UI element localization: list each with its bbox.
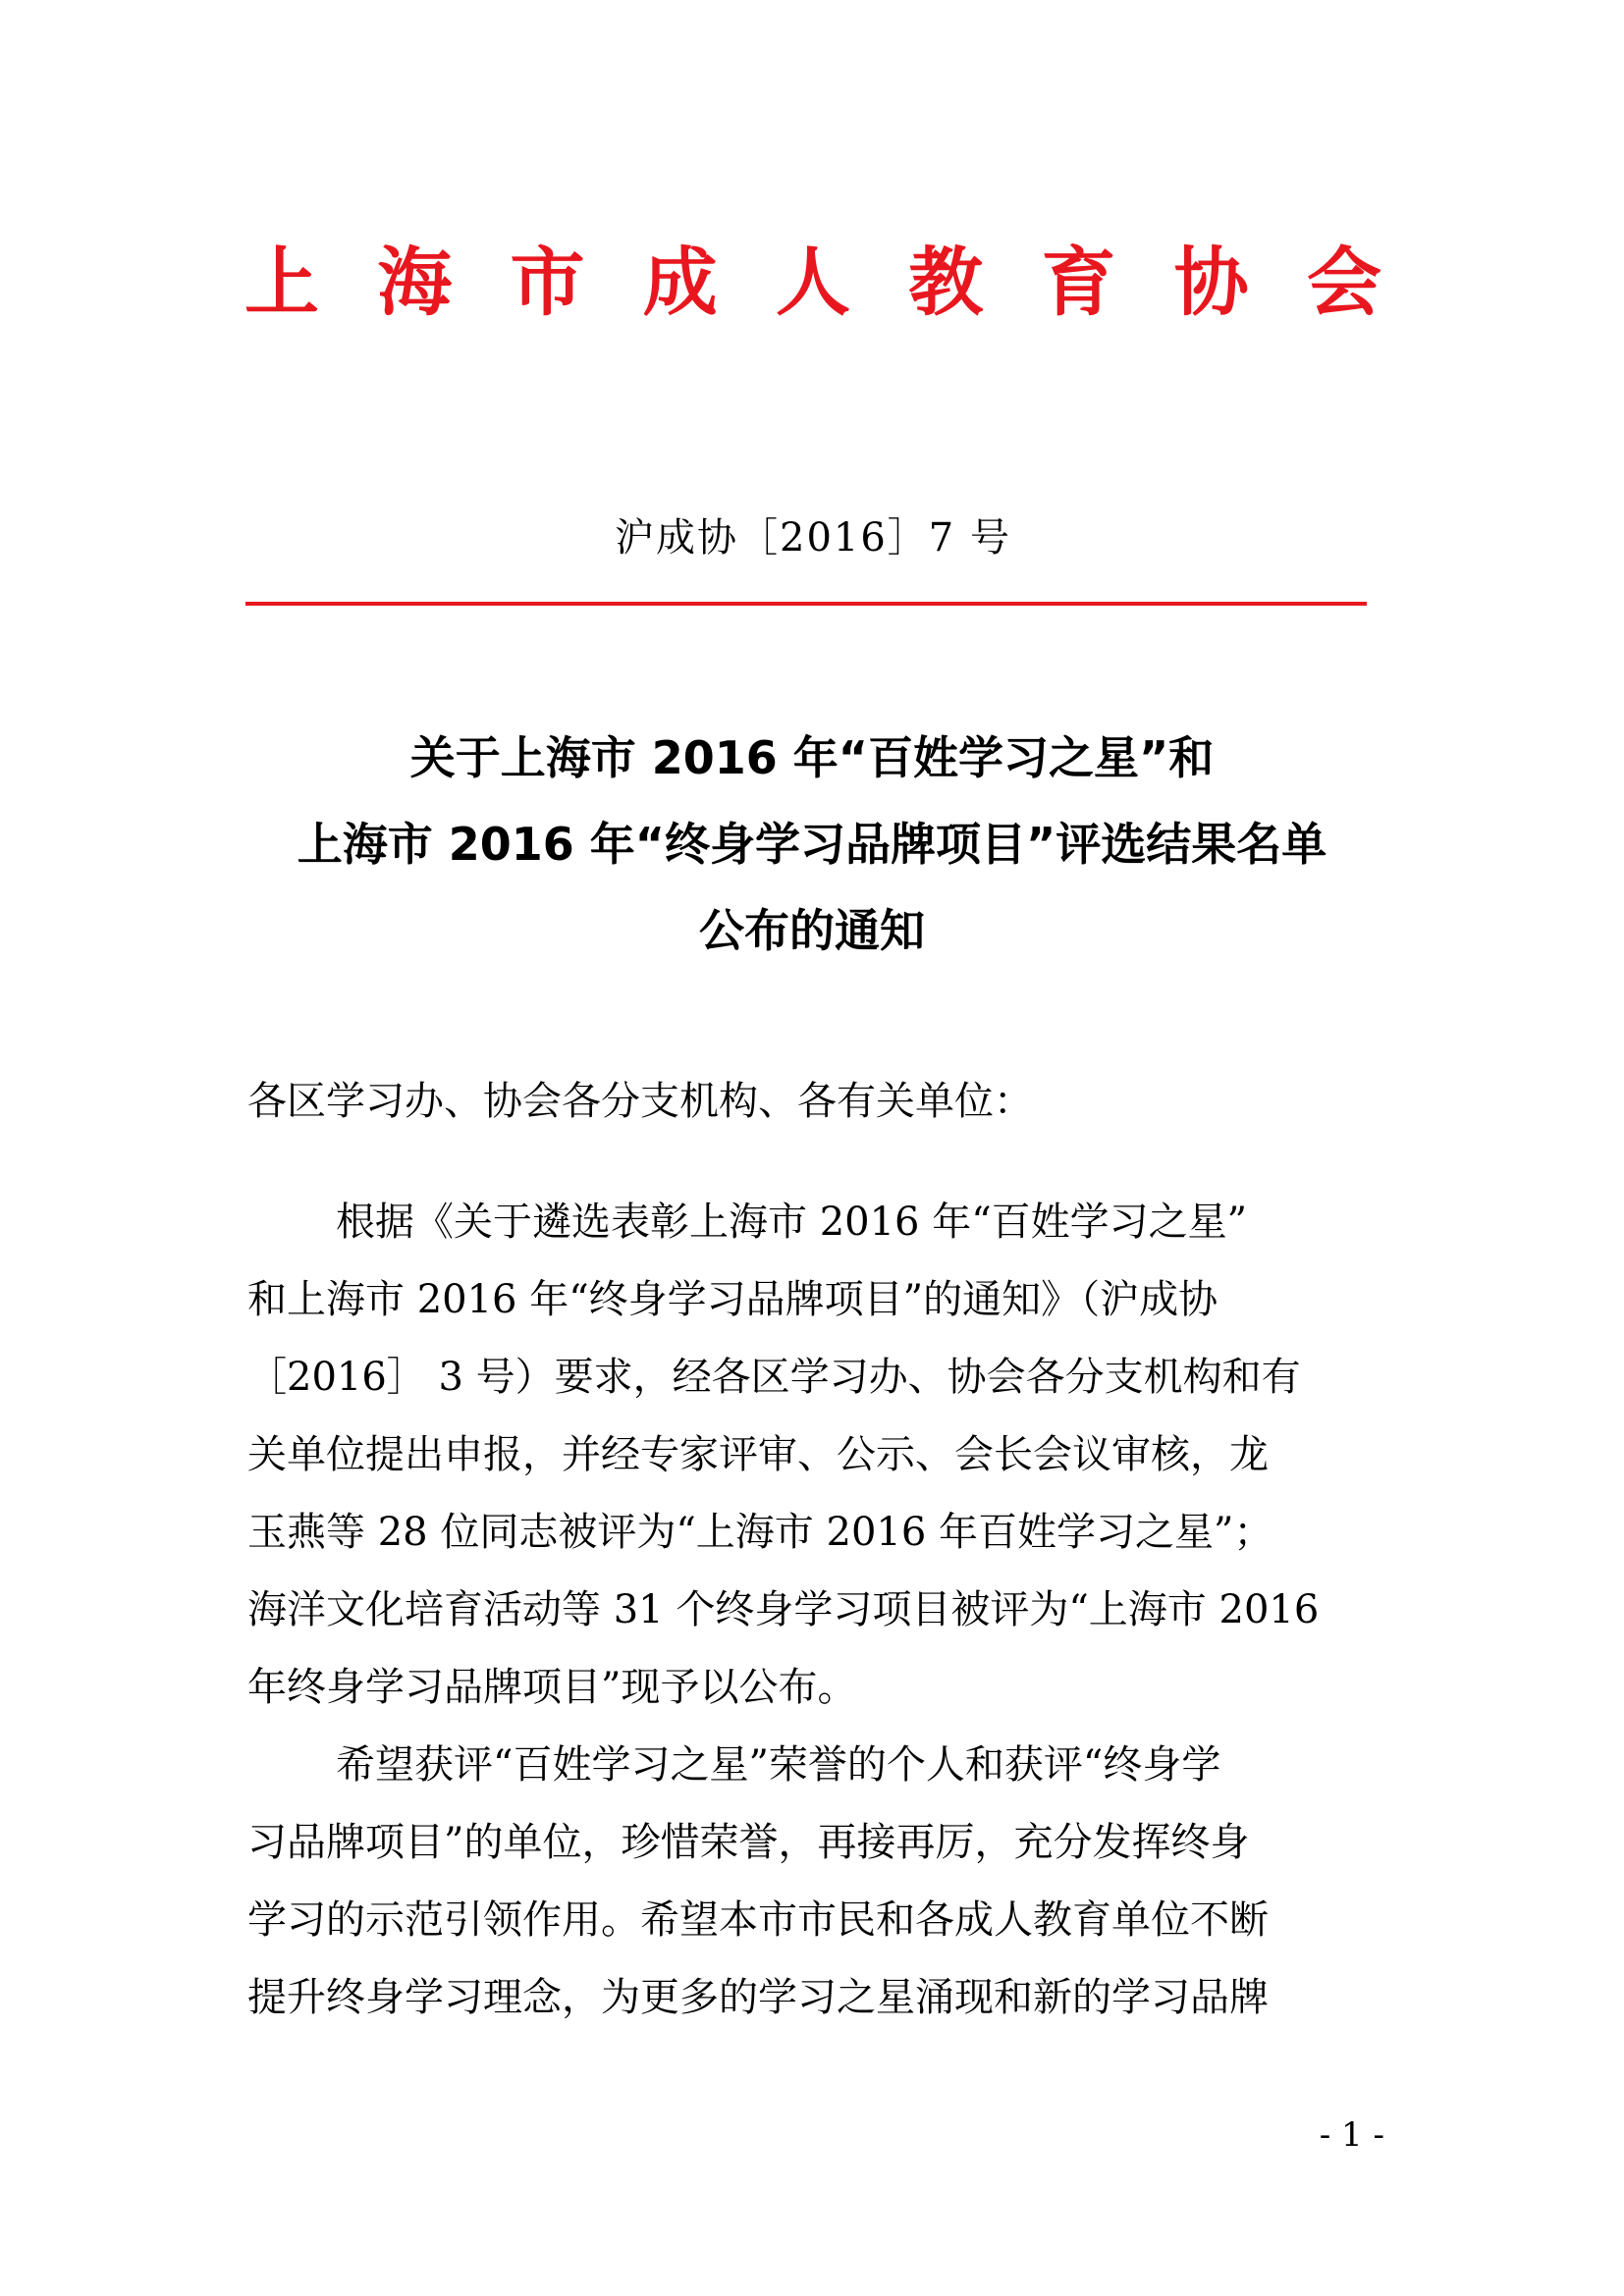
org-name-char: 成 — [642, 239, 718, 326]
body-line: 根据《关于遴选表彰上海市 2016 年“百姓学习之星” — [336, 1200, 1248, 1245]
red-divider-line — [245, 602, 1367, 606]
title-line: 关于上海市 2016 年“百姓学习之星”和 — [409, 731, 1215, 784]
document-title — [216, 715, 1408, 974]
title-line: 公布的通知 — [699, 904, 925, 957]
salutation: 各区学习办、协会各分支机构、各有关单位： — [247, 1079, 1033, 1124]
body-line: 希望获评“百姓学习之星”荣誉的个人和获评“终身学 — [336, 1742, 1221, 1788]
org-name-char: 育 — [1041, 239, 1116, 326]
body-line: 年终身学习品牌项目”现予以公布。 — [247, 1665, 857, 1710]
org-name-char: 市 — [510, 239, 585, 326]
body-text — [247, 1184, 1384, 2037]
page-number: - 1 - — [1319, 2115, 1384, 2155]
body-line: 提升终身学习理念，为更多的学习之星涌现和新的学习品牌 — [247, 1975, 1269, 2020]
org-name-char: 海 — [377, 239, 453, 326]
org-name-char: 协 — [1173, 239, 1249, 326]
org-name-char: 人 — [776, 239, 850, 326]
title-line: 上海市 2016 年“终身学习品牌项目”评选结果名单 — [297, 818, 1327, 871]
body-line: 玉燕等 28 位同志被评为“上海市 2016 年百姓学习之星”； — [247, 1510, 1273, 1555]
body-line: 学习的示范引领作用。希望本市市民和各成人教育单位不断 — [247, 1897, 1269, 1943]
document-number: 沪成协［2016］7 号 — [615, 515, 1011, 561]
body-line: 和上海市 2016 年“终身学习品牌项目”的通知》（沪成协 — [247, 1277, 1218, 1322]
org-name-char: 上 — [244, 239, 319, 326]
body-line: 海洋文化培育活动等 31 个终身学习项目被评为“上海市 2016 — [247, 1587, 1320, 1632]
organization-name-header — [244, 234, 1382, 332]
body-line: 习品牌项目”的单位，珍惜荣誉，再接再厉，充分发挥终身 — [247, 1820, 1250, 1865]
body-line: 关单位提出申报，并经专家评审、公示、会长会议审核，龙 — [247, 1432, 1269, 1477]
body-line: ［2016］ 3 号）要求，经各区学习办、协会各分支机构和有 — [247, 1355, 1301, 1400]
org-name-char: 教 — [908, 239, 984, 326]
org-name-char: 会 — [1307, 239, 1381, 326]
